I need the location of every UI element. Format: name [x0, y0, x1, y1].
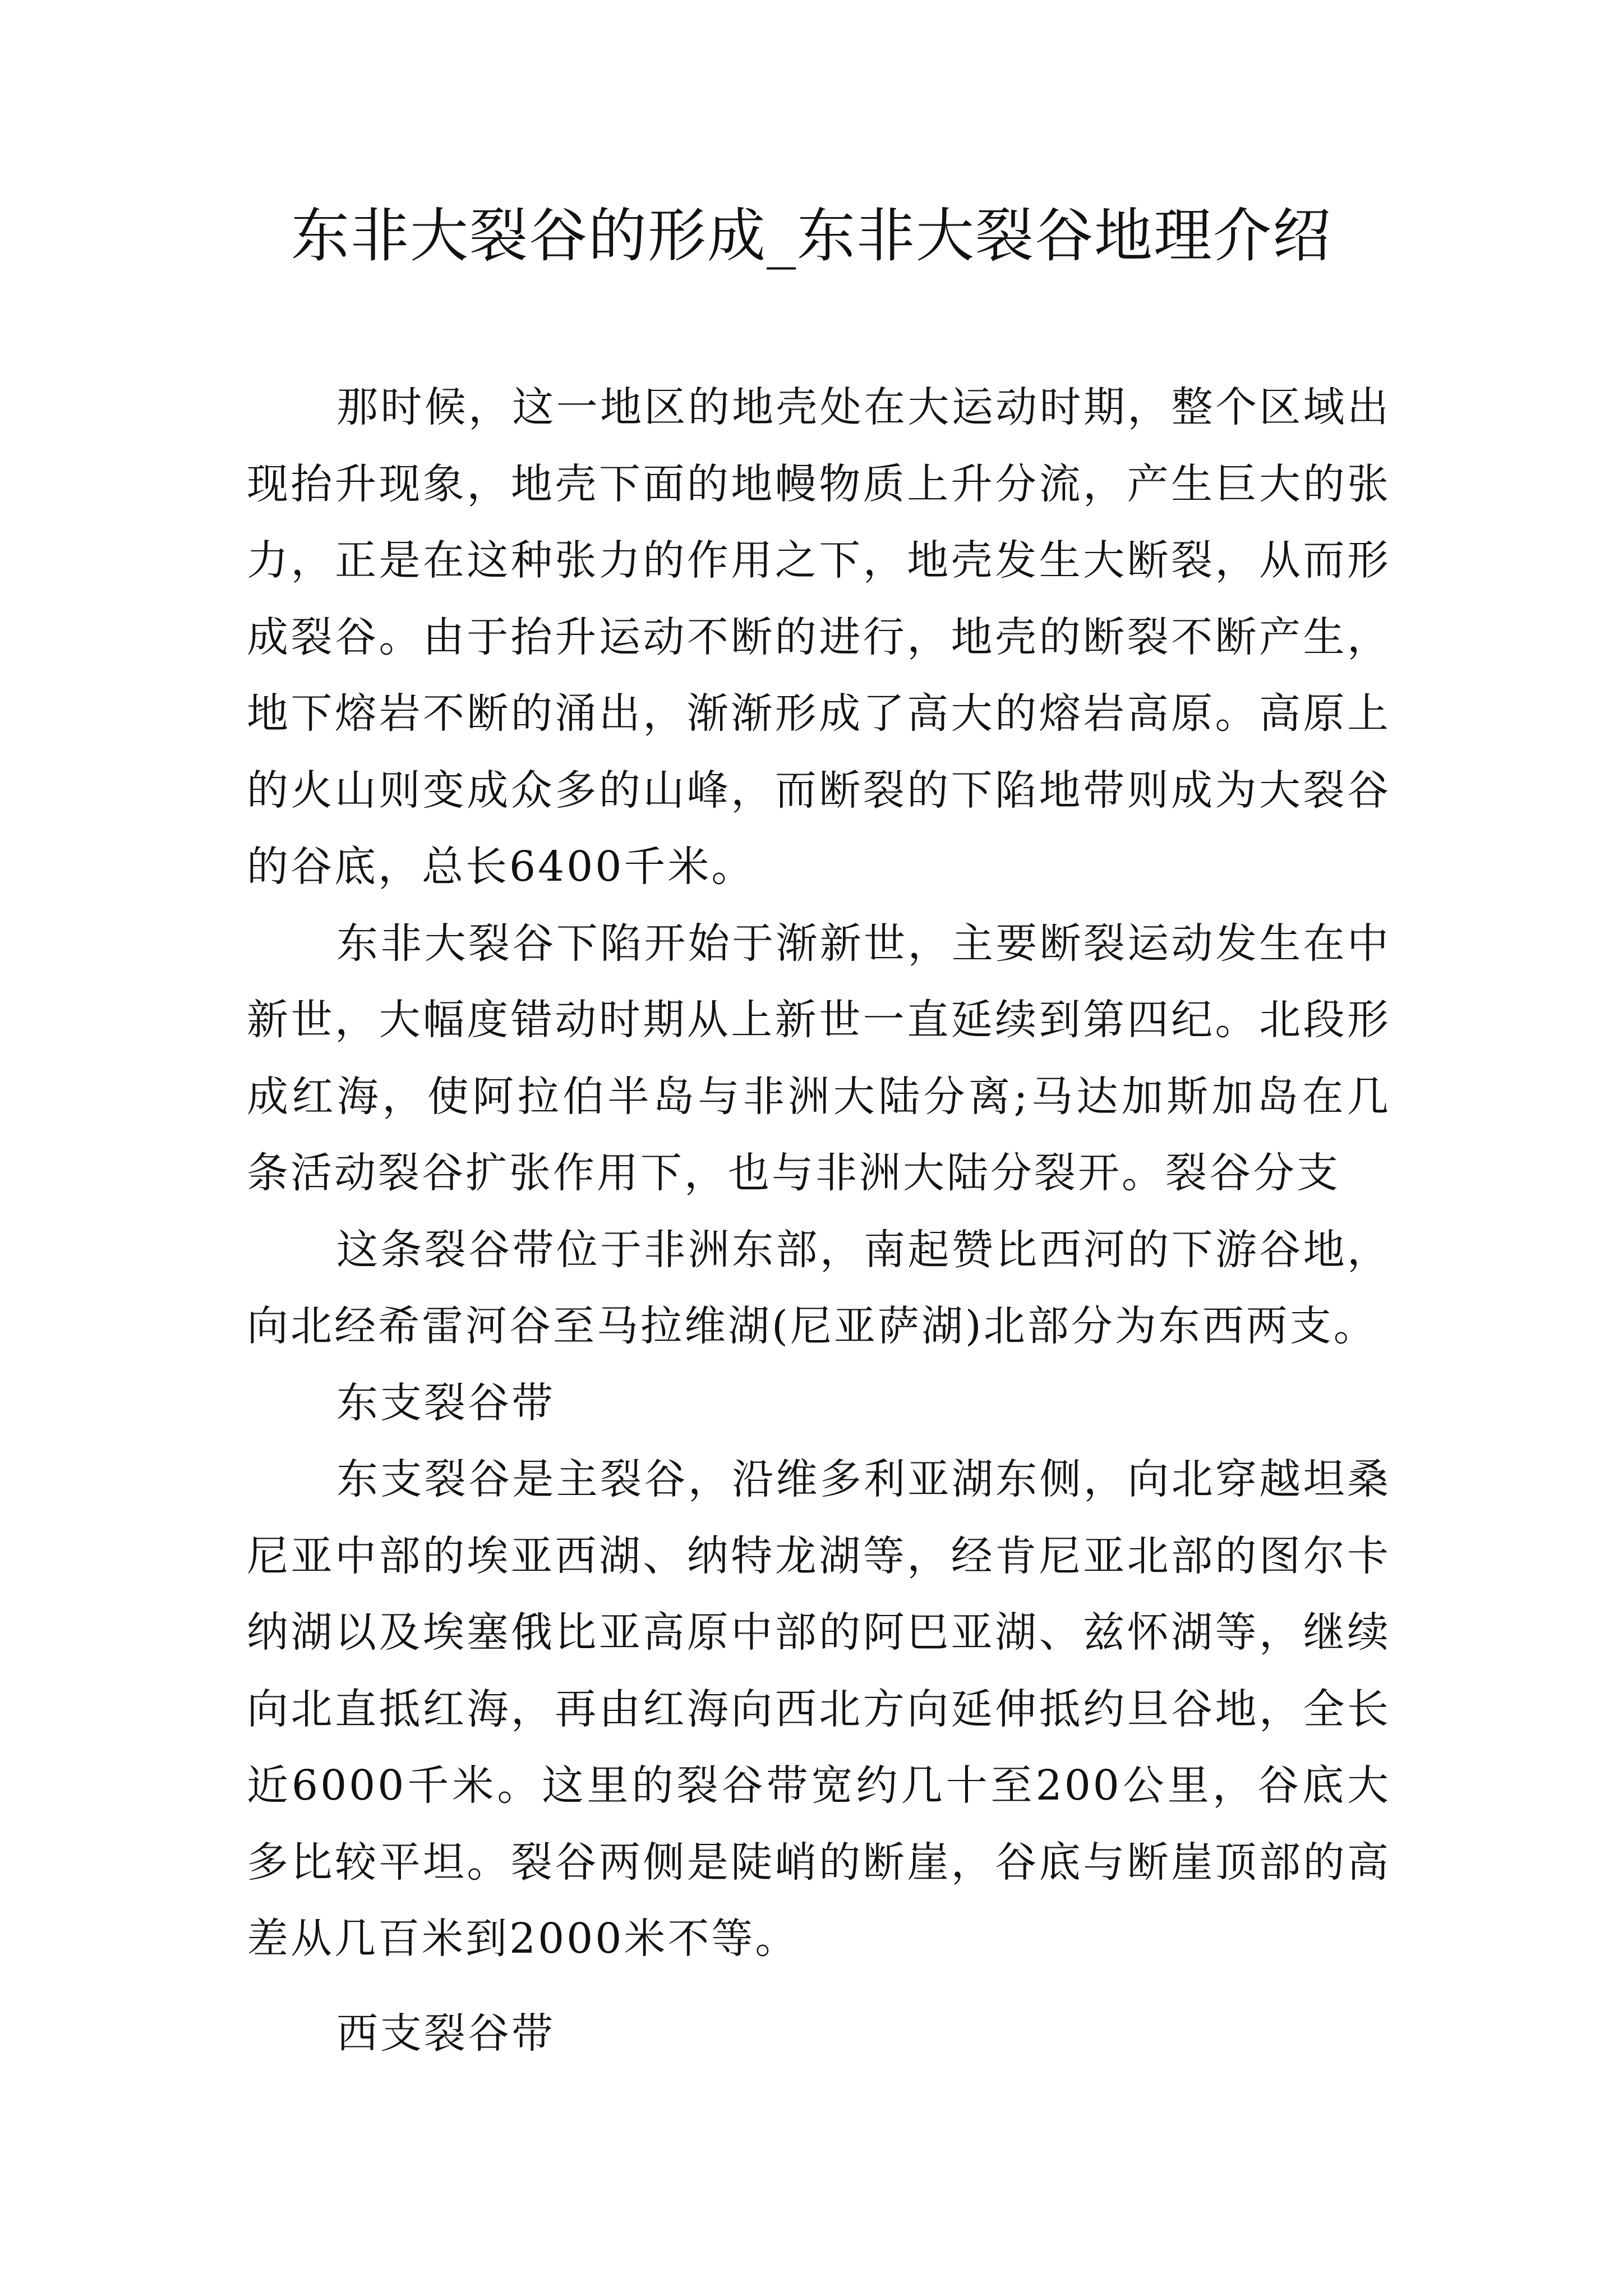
paragraph-east-branch: 东支裂谷是主裂谷，沿维多利亚湖东侧，向北穿越坦桑尼亚中部的埃亚西湖、纳特龙湖等，经肯尼亚北部的图尔卡纳湖以及埃塞俄比亚高原中部的阿巴亚湖、兹怀湖等，继续向北直抵红海，再由红海向西北方向延伸抵约旦谷地，全长近6000千米。这里的裂谷带宽约几十至200公里，谷底大多比较平坦。裂谷两侧是陡峭的断崖，谷底与断崖顶部的高差从几百米到2000米不等。: [247, 1455, 1391, 1963]
document-body: [247, 369, 1391, 2072]
document-title: 东非大裂谷的形成_东非大裂谷地理介绍: [291, 201, 1332, 270]
paragraph-rift-history: 东非大裂谷下陷开始于渐新世，主要断裂运动发生在中新世，大幅度错动时期从上新世一直延续到第四纪。北段形成红海，使阿拉伯半岛与非洲大陆分离;马达加斯加岛在几条活动裂谷扩张作用下，也与非洲大陆分裂开。裂谷分支: [247, 919, 1391, 1197]
paragraph-rift-location: 这条裂谷带位于非洲东部，南起赞比西河的下游谷地，向北经希雷河谷至马拉维湖(尼亚萨湖)北部分为东西两支。: [247, 1225, 1391, 1350]
section-heading-east-branch: 东支裂谷带: [336, 1378, 555, 1427]
section-heading-west-branch: 西支裂谷带: [336, 2009, 555, 2058]
paragraph-crust-movement: 那时候，这一地区的地壳处在大运动时期，整个区域出现抬升现象，地壳下面的地幔物质上升分流，产生巨大的张力，正是在这种张力的作用之下，地壳发生大断裂，从而形成裂谷。由于抬升运动不断的进行，地壳的断裂不断产生，地下熔岩不断的涌出，渐渐形成了高大的熔岩高原。高原上的火山则变成众多的山峰，而断裂的下陷地带则成为大裂谷的谷底，总长6400千米。: [247, 383, 1391, 891]
